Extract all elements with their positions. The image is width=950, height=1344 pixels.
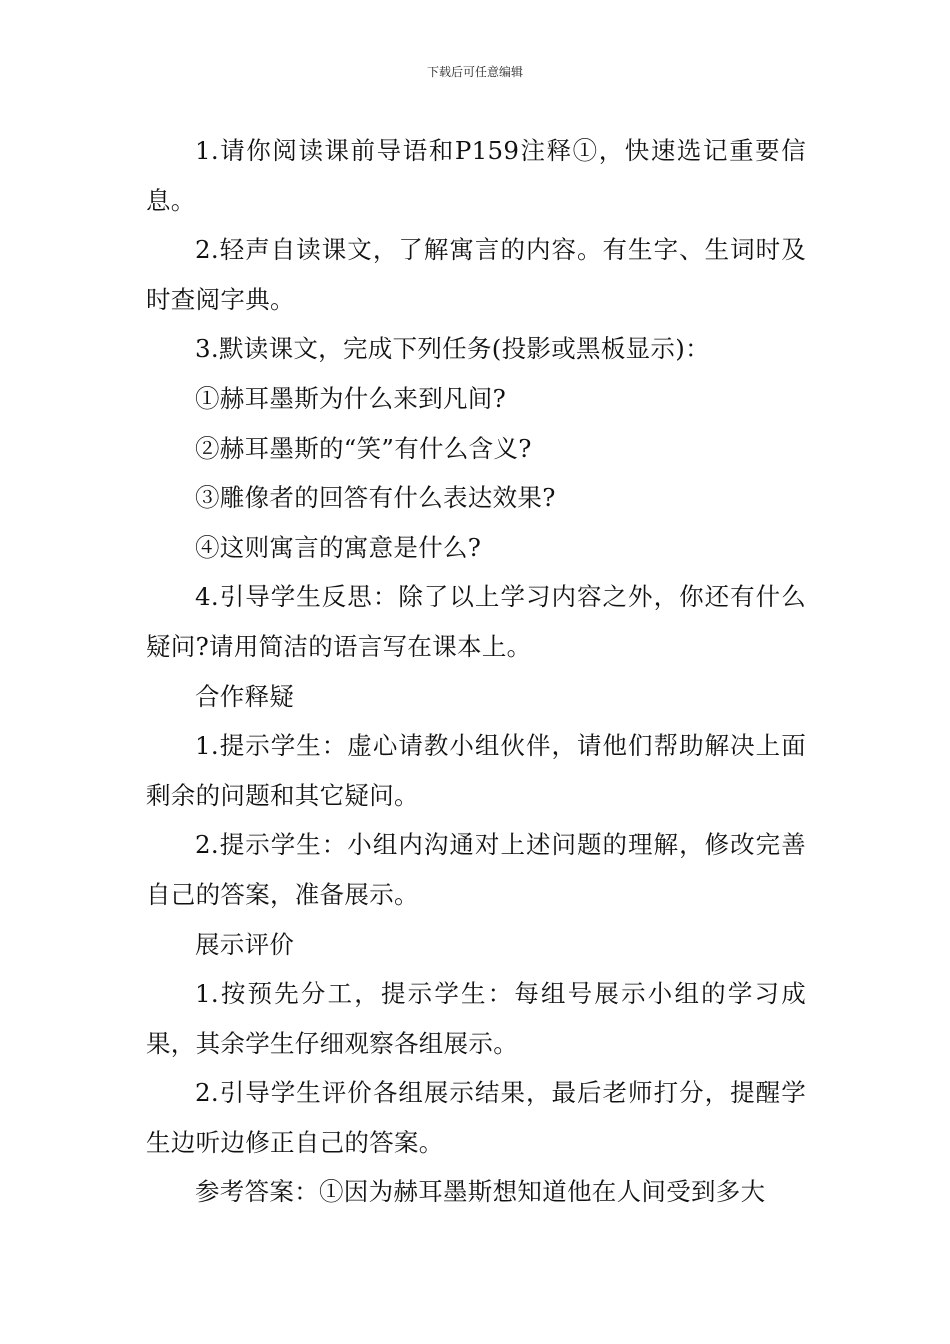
page-header-note: 下载后可任意编辑	[426, 65, 523, 79]
paragraph-question-2: ②赫耳墨斯的“笑”有什么含义?	[195, 433, 532, 463]
paragraph-question-3: ③雕像者的回答有什么表达效果?	[195, 483, 556, 513]
paragraph-question-1: ①赫耳墨斯为什么来到凡间?	[195, 383, 507, 413]
paragraph-presentation-2: 2.引导学生评价各组展示结果，最后老师打分，提醒学生边听边修正自己的答案。	[146, 1078, 806, 1157]
section-heading-presentation: 展示评价	[195, 929, 295, 959]
paragraph-cooperation-1: 1.提示学生：虚心请教小组伙伴，请他们帮助解决上面剩余的问题和其它疑问。	[146, 731, 806, 810]
paragraph-step-1-read-intro: 1.请你阅读课前导语和P159注释①，快速选记重要信息。	[146, 136, 806, 215]
paragraph-presentation-1: 1.按预先分工，提示学生：每组号展示小组的学习成果，其余学生仔细观察各组展示。	[146, 979, 806, 1058]
section-heading-cooperation: 合作释疑	[195, 681, 295, 711]
paragraph-step-3-silent-read: 3.默读课文，完成下列任务(投影或黑板显示)：	[195, 334, 710, 364]
paragraph-step-2-read-aloud: 2.轻声自读课文，了解寓言的内容。有生字、生词时及时查阅字典。	[146, 235, 806, 314]
paragraph-question-4: ④这则寓言的寓意是什么?	[195, 532, 482, 562]
paragraph-step-4-reflect: 4.引导学生反思：除了以上学习内容之外，你还有什么疑问?请用简洁的语言写在课本上。	[146, 582, 806, 661]
paragraph-reference-answer: 参考答案：①因为赫耳墨斯想知道他在人间受到多大	[195, 1177, 766, 1207]
document-body	[146, 126, 806, 1217]
paragraph-cooperation-2: 2.提示学生：小组内沟通对上述问题的理解，修改完善自己的答案，准备展示。	[146, 830, 806, 909]
